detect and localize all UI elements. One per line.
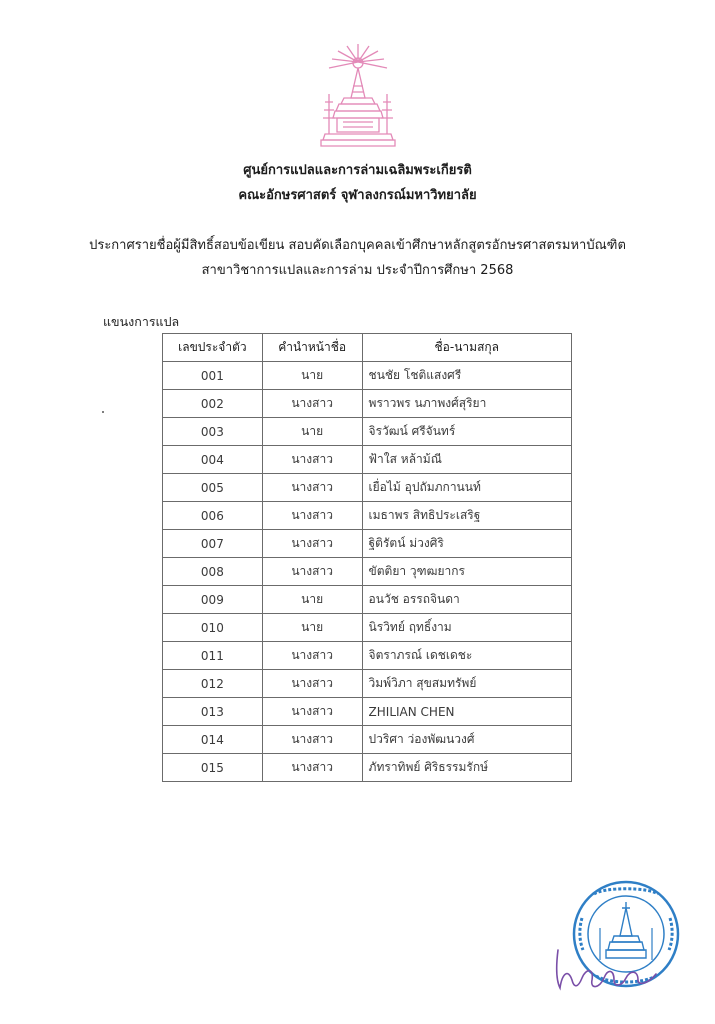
cell-id: 013 [163, 698, 263, 726]
cell-title: นางสาว [262, 530, 362, 558]
cell-name: ฐิติรัตน์ ม่วงศิริ [362, 530, 571, 558]
cell-name: เมธาพร สิทธิประเสริฐ [362, 502, 571, 530]
cell-id: 012 [163, 670, 263, 698]
cell-title: นาย [262, 418, 362, 446]
cell-id: 002 [163, 390, 263, 418]
cell-id: 001 [163, 362, 263, 390]
cell-id: 006 [163, 502, 263, 530]
table-row [163, 558, 572, 586]
cell-id: 004 [163, 446, 263, 474]
cell-name: ปวริศา ว่องพัฒนวงศ์ [362, 726, 571, 754]
cell-name: นิรวิทย์ ฤทธิ์งาม [362, 614, 571, 642]
cell-title: นางสาว [262, 558, 362, 586]
cell-name: ZHILIAN CHEN [362, 698, 571, 726]
table-row [163, 670, 572, 698]
cell-title: นางสาว [262, 670, 362, 698]
cell-title: นางสาว [262, 754, 362, 782]
section-title: แขนงการแปล [103, 314, 180, 329]
cell-id: 005 [163, 474, 263, 502]
table-row [163, 390, 572, 418]
cell-title: นางสาว [262, 642, 362, 670]
cell-name: จิรวัฒน์ ศรีจันทร์ [362, 418, 571, 446]
column-header-name: ชื่อ-นามสกุล [362, 334, 571, 362]
announcement-line-1: ประกาศรายชื่อผู้มีสิทธิ์สอบข้อเขียน สอบคัดเลือกบุคคลเข้าศึกษาหลักสูตรอักษรศาสตรมหาบัณฑิต [89, 238, 626, 253]
cell-name: เยื่อไม้ อุปถัมภกานนท์ [362, 474, 571, 502]
cell-id: 015 [163, 754, 263, 782]
cell-title: นางสาว [262, 474, 362, 502]
cell-title: นาย [262, 614, 362, 642]
center-name: ศูนย์การแปลและการล่ามเฉลิมพระเกียรติ [243, 163, 472, 178]
cell-name: วิมพ์วิภา สุขสมทรัพย์ [362, 670, 571, 698]
cell-title: นางสาว [262, 726, 362, 754]
table-row [163, 614, 572, 642]
cell-name: พราวพร นภาพงศ์สุริยา [362, 390, 571, 418]
table-row [163, 642, 572, 670]
cell-id: 007 [163, 530, 263, 558]
table-row [163, 726, 572, 754]
table-row [163, 754, 572, 782]
university-emblem-icon [317, 42, 399, 154]
cell-title: นางสาว [262, 502, 362, 530]
cell-name: อนวัช อรรถจินดา [362, 586, 571, 614]
column-header-id: เลขประจำตัว [163, 334, 263, 362]
table-row [163, 586, 572, 614]
cell-title: นาย [262, 586, 362, 614]
cell-title: นาย [262, 362, 362, 390]
cell-id: 009 [163, 586, 263, 614]
cell-name: จิตราภรณ์ เดชเดชะ [362, 642, 571, 670]
table-row [163, 530, 572, 558]
cell-title: นางสาว [262, 390, 362, 418]
cell-name: ขัตติยา วุฑฒยากร [362, 558, 571, 586]
faculty-name: คณะอักษรศาสตร์ จุฬาลงกรณ์มหาวิทยาลัย [238, 188, 477, 203]
table-row [163, 474, 572, 502]
cell-title: นางสาว [262, 698, 362, 726]
cell-id: 014 [163, 726, 263, 754]
table-row [163, 502, 572, 530]
cell-id: 003 [163, 418, 263, 446]
cell-name: ชนชัย โชติแสงศรี [362, 362, 571, 390]
cell-id: 010 [163, 614, 263, 642]
table-row [163, 362, 572, 390]
table-header-row [163, 334, 572, 362]
cell-name: ภัทราทิพย์ ศิริธรรมรักษ์ [362, 754, 571, 782]
candidate-table [162, 333, 572, 782]
table-row [163, 446, 572, 474]
signature-icon [552, 938, 662, 994]
cell-name: ฟ้าใส หล้าม้ณี [362, 446, 571, 474]
cell-id: 011 [163, 642, 263, 670]
announcement-line-2: สาขาวิชาการแปลและการล่าม ประจำปีการศึกษา 2568 [201, 263, 514, 278]
speck [102, 411, 104, 413]
cell-title: นางสาว [262, 446, 362, 474]
cell-id: 008 [163, 558, 263, 586]
table-row [163, 698, 572, 726]
table-row [163, 418, 572, 446]
column-header-title: คำนำหน้าชื่อ [262, 334, 362, 362]
